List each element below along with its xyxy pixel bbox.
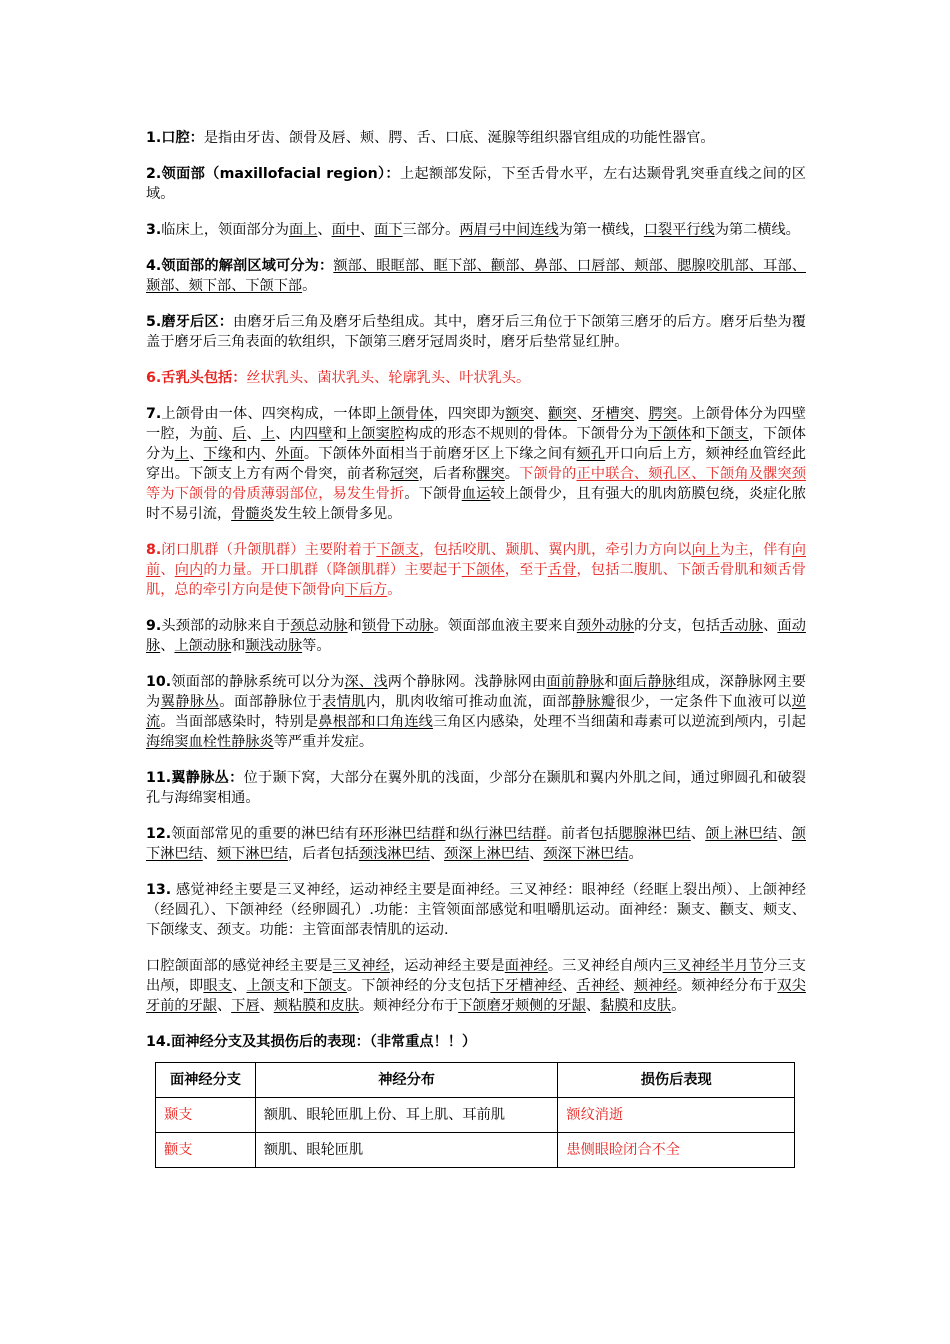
text-run: 两个静脉网。浅静脉网由 [387, 674, 547, 690]
text-run: 下颌骨的 [519, 466, 577, 482]
underlined-term: 下颌磨牙颊侧的牙龈 [458, 998, 586, 1014]
text-run: 、 [634, 406, 649, 422]
text-run: 内，肌肉收缩可推动血流，面部 [366, 694, 572, 710]
item-number: 10. [146, 674, 172, 690]
underlined-term: 面前静脉 [546, 674, 605, 690]
text-run: 、 [317, 222, 332, 238]
item-number: 9. [146, 618, 162, 634]
paragraph-13 [146, 880, 806, 940]
text-run: 、 [246, 426, 261, 442]
underlined-term: 面后静脉 [618, 674, 677, 690]
underlined-term: 锁骨下动脉 [361, 618, 434, 634]
text-run: 和 [289, 978, 304, 994]
text-run: 分三支出颅，即 [146, 958, 806, 994]
underlined-term: 下唇 [231, 998, 260, 1014]
text-run: 、 [189, 446, 204, 462]
text-run: 。前者包括 [546, 826, 619, 842]
paragraph-1 [146, 128, 806, 148]
text-run: ，包括二腹肌、下颌舌骨肌和颏舌骨肌，总的牵引方向是使下颌骨向 [146, 562, 806, 598]
underlined-term: 舌动脉 [720, 618, 764, 634]
text-run: 。 [628, 846, 643, 862]
text-run: 开口向后上方，颏神经血管经此穿出。下颌支上方有两个骨突，前者称 [146, 446, 806, 482]
text-run: 和 [445, 826, 460, 842]
underlined-term: 海绵窦血栓性静脉炎 [146, 734, 274, 750]
underlined-term: 前 [203, 426, 218, 442]
item-number: 5. [146, 314, 162, 330]
text-run: 和 [347, 618, 362, 634]
item-number: 14. [146, 1034, 172, 1050]
term-label: 舌乳头包括： [161, 370, 247, 386]
item-number: 11. [146, 770, 172, 786]
text-run: 和 [332, 426, 347, 442]
underlined-term: 翼静脉丛 [160, 694, 220, 710]
item-number: 13. [146, 882, 172, 898]
item-number: 6. [146, 370, 162, 386]
text-run: 等严重并发症。 [273, 734, 374, 750]
term-label: 面神经分支及其损伤后的表现：（非常重点！！） [171, 1034, 477, 1050]
underlined-term: 向前 [146, 542, 806, 578]
underlined-term: 颧突 [548, 406, 577, 422]
term-label: 领面部的解剖区域可分为： [161, 258, 334, 274]
text-run: ，后者称 [418, 466, 477, 482]
paragraph-3 [146, 220, 806, 240]
text-run: 由磨牙后三角及磨牙后垫组成。其中，磨牙后三角位于下颌第三磨牙的后方。磨牙后垫为覆盖于磨牙后三角表面的软组织，下颌第三磨牙冠周炎时，磨牙后垫常显红肿。 [146, 314, 806, 350]
text-run: 三部分。 [402, 222, 460, 238]
text-run: 、 [259, 998, 274, 1014]
underlined-term: 下缘 [203, 446, 233, 462]
paragraph-5 [146, 312, 806, 352]
paragraph-9 [146, 616, 806, 656]
underlined-term: 下颌支 [303, 978, 347, 994]
text-run: 、 [275, 426, 290, 442]
underlined-term: 向上 [691, 542, 721, 558]
text-run: 、 [576, 406, 592, 422]
document-page [146, 128, 806, 1168]
text-run: 、 [429, 846, 445, 862]
text-run: 组成，深静脉网主要为 [146, 674, 806, 710]
underlined-term: 纵行淋巴结群 [459, 826, 547, 842]
underlined-term: 颏孔 [576, 446, 606, 462]
underlined-term: 腭突 [648, 406, 678, 422]
paragraph-12 [146, 824, 806, 864]
table-header-row [156, 1063, 795, 1098]
underlined-term: 内四壁 [289, 426, 333, 442]
text-run: 、 [160, 638, 175, 654]
underlined-term: 颊粘膜和皮肤 [273, 998, 359, 1014]
term-label: 口腔： [161, 130, 204, 146]
text-run: 较上颌骨少，且有强大的肌肉筋膜包绕，炎症化脓时不易引流， [146, 486, 806, 522]
text-run: ，后者包括 [287, 846, 359, 862]
text-run: 。颊神经分布于 [358, 998, 459, 1014]
text-run: 上颌骨由一体、四突构成，一体即 [161, 406, 377, 422]
text-run: 。下颌神经的分支包括 [346, 978, 491, 994]
text-run: 、 [260, 446, 276, 462]
underlined-term: 正中联合、颏孔区、下颌角及髁突颈 [576, 466, 806, 482]
underlined-term: 颈外动脉 [576, 618, 635, 634]
text-run: ，四突即为 [433, 406, 506, 422]
underlined-term: 环形淋巴结群 [358, 826, 446, 842]
text-run: 领面部的静脉系统可以分为 [171, 674, 345, 690]
item-number: 8. [146, 542, 162, 558]
underlined-term: 颈总动脉 [290, 618, 348, 634]
item-number: 2. [146, 166, 162, 182]
underlined-term: 下牙槽神经 [490, 978, 563, 994]
text-run: 、 [216, 998, 232, 1014]
underlined-term: 黏膜和皮肤 [600, 998, 672, 1014]
table-header-cell: 神经分布 [255, 1063, 558, 1098]
underlined-term: 颈深上淋巴结 [444, 846, 530, 862]
paragraph-14 [146, 1032, 806, 1052]
term-label: 翼静脉丛： [171, 770, 244, 786]
underlined-term: 颌下淋巴结 [146, 826, 806, 862]
text-run: 构成的形态不规则的骨体。下颌骨分为 [404, 426, 649, 442]
underlined-term: 后 [232, 426, 247, 442]
underlined-term: 面下 [374, 222, 403, 238]
text-run: 、 [763, 618, 778, 634]
text-run: 、 [690, 826, 706, 842]
underlined-term: 上颌骨体 [376, 406, 434, 422]
item-number: 3. [146, 222, 162, 238]
injury-cell: 患侧眼睑闭合不全 [558, 1133, 795, 1168]
item-number: 1. [146, 130, 162, 146]
underlined-term: 颈深下淋巴结 [543, 846, 629, 862]
text-run: 。 [504, 466, 520, 482]
branch-cell: 颧支 [156, 1133, 256, 1168]
text-run: 发生较上颌骨多见。 [273, 506, 402, 522]
underlined-term: 上颌动脉 [174, 638, 232, 654]
underlined-term: 骨髓炎 [231, 506, 274, 522]
underlined-term: 下颌支 [376, 542, 420, 558]
underlined-term: 面动脉 [146, 618, 806, 654]
underlined-term: 面上 [288, 222, 318, 238]
underlined-term: 腮腺淋巴结 [618, 826, 691, 842]
underlined-term: 口裂平行线 [643, 222, 715, 238]
text-run: 、 [160, 562, 175, 578]
underlined-term: 上 [260, 426, 276, 442]
underlined-term: 颞浅动脉 [245, 638, 303, 654]
text-run: 的力量。开口肌群（降颌肌群）主要起于 [203, 562, 462, 578]
text-run: 三角区内感染，处理不当细菌和毒素可以逆流到颅内，引起 [433, 714, 806, 730]
distribution-cell: 额肌、眼轮匝肌 [255, 1133, 558, 1168]
text-run: 、 [217, 426, 233, 442]
underlined-term: 颌上淋巴结 [705, 826, 778, 842]
facial-nerve-table [155, 1062, 795, 1168]
text-run: 头颈部的动脉来自于 [161, 618, 291, 634]
text-run: 口腔颌面部的感觉神经主要是 [146, 958, 333, 974]
text-run: 位于颞下窝，大部分在翼外肌的浅面，少部分在颞肌和翼内外肌之间，通过卵圆孔和破裂孔与海绵窦相通。 [146, 770, 806, 806]
text-run: 临床上，领面部分为 [161, 222, 289, 238]
underlined-term: 髁突 [476, 466, 505, 482]
branch-cell: 颞支 [156, 1098, 256, 1133]
underlined-term: 冠突 [389, 466, 419, 482]
underlined-term: 上颌支 [246, 978, 290, 994]
text-run: 。 [671, 998, 686, 1014]
term-label: 领面部（maxillofacial region）： [161, 166, 400, 182]
underlined-term: 舌神经 [576, 978, 620, 994]
text-run: 。下颌体外面相当于前磨牙区上下缘之间有 [303, 446, 577, 462]
table-row [156, 1133, 795, 1168]
text-run: 和 [231, 638, 246, 654]
paragraph-7 [146, 404, 806, 524]
text-run: 。 [302, 278, 317, 294]
text-run: 。面部静脉位于 [219, 694, 323, 710]
text-run: 。领面部血液主要来自 [433, 618, 577, 634]
text-run: 。上颌骨体分为四壁一腔，为 [146, 406, 806, 442]
text-run: 、 [533, 406, 549, 422]
text-run: 、 [585, 998, 601, 1014]
table-header-cell: 面神经分支 [156, 1063, 256, 1098]
underlined-term: 舌骨 [547, 562, 577, 578]
text-run: 等。 [302, 638, 331, 654]
text-run: 很少，一定条件下血液可以 [615, 694, 792, 710]
underlined-term: 内 [246, 446, 261, 462]
item-number: 4. [146, 258, 162, 274]
paragraph-11 [146, 768, 806, 808]
paragraph-4 [146, 256, 806, 296]
text-run: 的分支，包括 [634, 618, 721, 634]
underlined-term: 牙槽突 [591, 406, 635, 422]
underlined-term: 三叉神经半月节 [662, 958, 764, 974]
underlined-term: 额突 [505, 406, 534, 422]
text-run: 领面部常见的重要的淋巴结有 [171, 826, 359, 842]
item-number: 12. [146, 826, 172, 842]
term-label: 磨牙后区： [161, 314, 234, 330]
paragraph-6 [146, 368, 806, 388]
underlined-term: 下颌支 [705, 426, 749, 442]
underlined-term: 上 [174, 446, 190, 462]
distribution-cell: 额肌、眼轮匝肌上份、耳上肌、耳前肌 [255, 1098, 558, 1133]
text-run: 。 [387, 582, 402, 598]
text-run: ，包括咬肌、颞肌、翼内肌，牵引力方向以 [419, 542, 692, 558]
text-run: 。当面部感染时，特别是 [160, 714, 319, 730]
underlined-term: 外面 [275, 446, 304, 462]
underlined-term: 逆流 [146, 694, 806, 730]
underlined-term: 两眉弓中间连线 [459, 222, 559, 238]
text-run: ，运动神经主要是 [389, 958, 505, 974]
paragraph-8 [146, 540, 806, 600]
text-run: 等为下颌骨的骨质薄弱部位，易发生骨折 [146, 486, 405, 502]
underlined-term: 下颌体 [461, 562, 505, 578]
text-run: 、 [232, 978, 247, 994]
underlined-term: 额部、眼眶部、眶下部、颧部、鼻部、口唇部、颊部、腮腺咬肌部、耳部、颞部、颏下部、下颌下部 [146, 258, 806, 294]
paragraph-13b [146, 956, 806, 1016]
text-run: 。下颌骨 [404, 486, 462, 502]
text-run: 、 [777, 826, 792, 842]
text-run: 、 [619, 978, 634, 994]
text-run: 、 [202, 846, 217, 862]
underlined-term: 下后方 [344, 582, 388, 598]
underlined-term: 向内 [174, 562, 204, 578]
text-run: 、 [359, 222, 375, 238]
paragraph-2 [146, 164, 806, 204]
text-run: 为第一横线， [558, 222, 644, 238]
underlined-term: 静脉瓣 [571, 694, 616, 710]
text-run: 为第二横线。 [714, 222, 800, 238]
underlined-term: 三叉神经 [332, 958, 390, 974]
underlined-term: 下颌体 [648, 426, 692, 442]
table-header-cell: 损伤后表现 [558, 1063, 795, 1098]
text-run: 丝状乳头、菌状乳头、轮廓乳头、叶状乳头。 [246, 370, 531, 386]
underlined-term: 颏下淋巴结 [216, 846, 288, 862]
underlined-term: 上颌窦腔 [346, 426, 405, 442]
text-run: 、 [562, 978, 577, 994]
underlined-term: 鼻根部和口角连线 [318, 714, 434, 730]
text-run: 和 [232, 446, 247, 462]
text-run: 闭口肌群（升颌肌群）主要附着于 [161, 542, 377, 558]
underlined-term: 双尖牙前的牙龈 [146, 978, 806, 1014]
underlined-term: 面中 [331, 222, 360, 238]
text-run: 和 [691, 426, 706, 442]
text-run: 感觉神经主要是三叉神经，运动神经主要是面神经。三叉神经：眼神经（经眶上裂出颅）、上颌神经（经圆孔）、下颌神经（经卵圆孔）.功能：主管领面部感觉和咀嚼肌运动。面神经：颞支、颧支、颊支、下颌缘支、颈支。功能：主管面部表情肌的运动. [146, 882, 806, 938]
underlined-term: 眼支 [203, 978, 233, 994]
underlined-term: 血运 [461, 486, 491, 502]
text-run: 为主，伴有 [720, 542, 792, 558]
text-run: 。颏神经分布于 [676, 978, 778, 994]
underlined-term: 颊神经 [633, 978, 677, 994]
underlined-term: 面神经 [504, 958, 548, 974]
text-run: 、 [529, 846, 544, 862]
underlined-term: 表情肌 [322, 694, 367, 710]
text-run: 和 [604, 674, 619, 690]
text-run: ，至于 [504, 562, 548, 578]
table-row [156, 1098, 795, 1133]
underlined-term: 深、浅 [344, 674, 388, 690]
item-number: 7. [146, 406, 162, 422]
text-run: 是指由牙齿、颌骨及唇、颊、腭、舌、口底、涎腺等组织器官组成的功能性器官。 [203, 130, 715, 146]
text-run: ，下颌体分为 [146, 426, 806, 462]
underlined-term: 颈浅淋巴结 [358, 846, 430, 862]
paragraph-10 [146, 672, 806, 752]
text-run: 上起额部发际，下至舌骨水平，左右达颞骨乳突垂直线之间的区域。 [146, 166, 806, 202]
text-run: 。三叉神经自颅内 [547, 958, 663, 974]
injury-cell: 额纹消逝 [558, 1098, 795, 1133]
